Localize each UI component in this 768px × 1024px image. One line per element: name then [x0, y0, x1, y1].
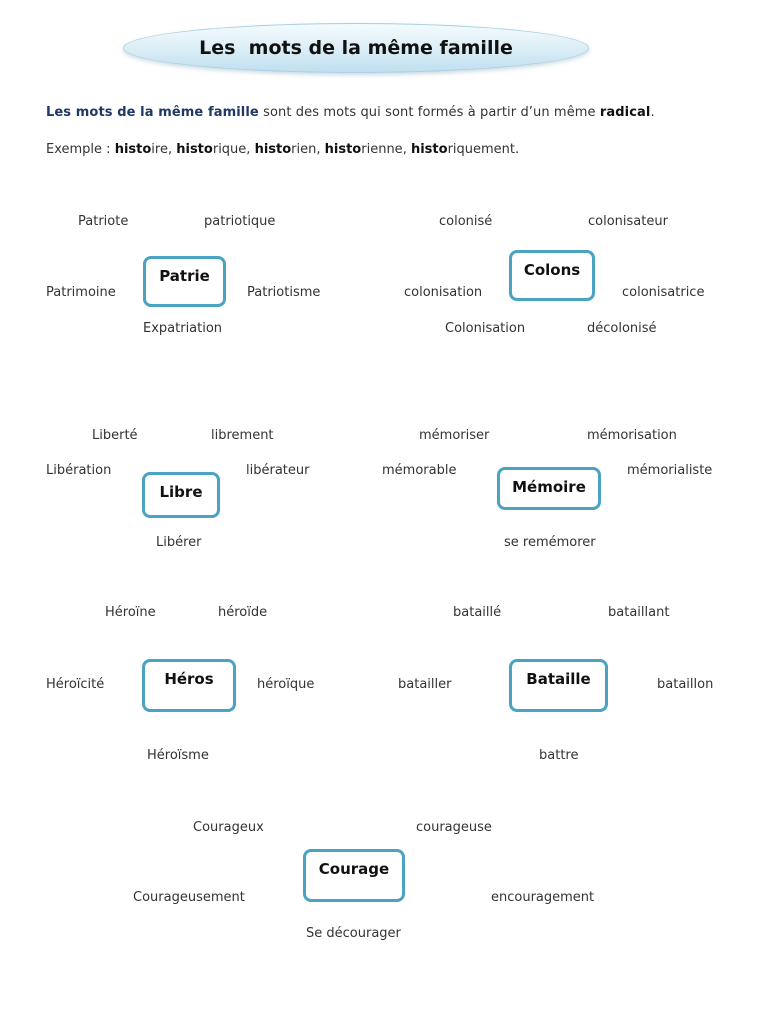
page-title: Les mots de la même famille: [199, 37, 513, 59]
family-word: bataillant: [608, 605, 670, 620]
example-radical: histo: [254, 142, 292, 157]
family-word: Colonisation: [445, 321, 526, 336]
example-suffix: ire: [151, 142, 168, 157]
root-word-box: [143, 256, 226, 307]
family-word: courageuse: [416, 820, 492, 835]
example-label: Exemple :: [46, 142, 115, 157]
root-word: Libre: [159, 483, 203, 501]
family-word: mémorable: [382, 463, 457, 478]
example-radical: histo: [410, 142, 448, 157]
family-word: librement: [211, 428, 274, 443]
family-word: Courageux: [193, 820, 264, 835]
family-word: Patriotisme: [247, 285, 321, 300]
family-word: Courageusement: [133, 890, 245, 905]
family-word: batailler: [398, 677, 452, 692]
family-word: Liberté: [92, 428, 138, 443]
family-word: Libérer: [156, 535, 202, 550]
family-word: colonisé: [439, 214, 493, 229]
family-word: battre: [539, 748, 579, 763]
definition-keyword: radical: [599, 105, 651, 120]
family-word: Patriote: [78, 214, 129, 229]
family-word: héroïde: [218, 605, 268, 620]
family-word: Libération: [46, 463, 112, 478]
root-word-box: [497, 467, 601, 510]
example-separator: ,: [402, 142, 411, 157]
example-line: [46, 142, 519, 157]
root-word-box: [509, 659, 608, 712]
root-word: Mémoire: [512, 478, 586, 496]
family-word: patriotique: [204, 214, 276, 229]
root-word: Héros: [164, 670, 214, 688]
definition-term: Les mots de la même famille: [46, 105, 259, 120]
example-separator: ,: [167, 142, 177, 157]
root-word: Bataille: [526, 670, 591, 688]
root-word-box: [303, 849, 405, 902]
family-word: Héroïcité: [46, 677, 105, 692]
family-word: colonisation: [404, 285, 483, 300]
family-word: Patrimoine: [46, 285, 116, 300]
definition-end: .: [650, 105, 655, 120]
family-word: Héroïne: [105, 605, 156, 620]
family-word: encouragement: [491, 890, 595, 905]
title-banner: [123, 23, 589, 73]
family-word: Héroïsme: [147, 748, 209, 763]
family-word: colonisateur: [588, 214, 668, 229]
root-word-box: [142, 472, 220, 518]
root-word: Patrie: [159, 267, 210, 285]
root-word: Courage: [318, 860, 390, 878]
example-end: .: [515, 142, 520, 157]
example-radical: histo: [114, 142, 152, 157]
root-word-box: [509, 250, 595, 301]
example-radical: histo: [324, 142, 362, 157]
example-suffix: rique: [212, 142, 247, 157]
example-suffix: rienne: [361, 142, 403, 157]
family-word: Se décourager: [306, 926, 401, 941]
family-word: colonisatrice: [622, 285, 705, 300]
family-word: mémoriser: [419, 428, 490, 443]
root-word-box: [142, 659, 236, 712]
example-suffix: riquement: [447, 142, 516, 157]
family-word: Expatriation: [143, 321, 223, 336]
example-radical: histo: [176, 142, 213, 157]
definition-paragraph: [46, 105, 655, 120]
family-word: bataillé: [453, 605, 502, 620]
family-word: bataillon: [657, 677, 714, 692]
example-separator: ,: [316, 142, 325, 157]
family-word: décolonisé: [587, 321, 657, 336]
root-word: Colons: [523, 261, 581, 279]
family-word: libérateur: [246, 463, 310, 478]
definition-text: sont des mots qui sont formés à partir d’un même: [258, 105, 600, 120]
family-word: se remémorer: [504, 535, 596, 550]
family-word: mémorisation: [587, 428, 677, 443]
family-word: mémorialiste: [627, 463, 713, 478]
family-word: héroïque: [257, 677, 315, 692]
example-suffix: rien: [291, 142, 317, 157]
example-separator: ,: [246, 142, 255, 157]
